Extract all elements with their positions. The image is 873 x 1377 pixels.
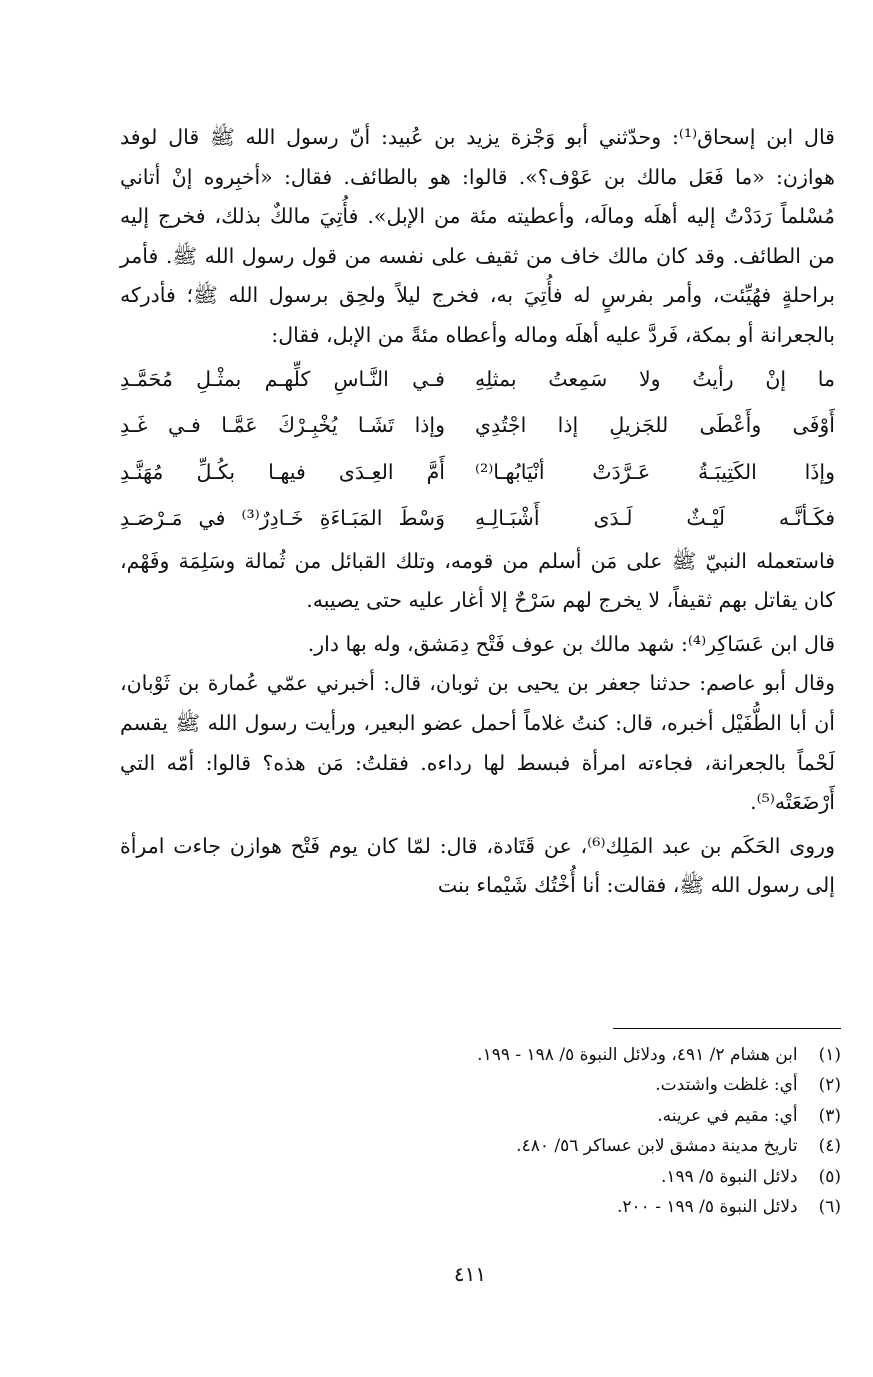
footnote bbox=[300, 1131, 841, 1161]
verse-second-hemistich: أَمَّ العِـدَى فيهـا بكُـلِّ مُهَنَّـدِ bbox=[120, 459, 445, 484]
footnote-text: أي: مقيم في عرينه. bbox=[657, 1105, 798, 1126]
verse-line bbox=[120, 449, 835, 496]
footnote bbox=[300, 1192, 841, 1222]
footnote-text: أي: غلظت واشتدت. bbox=[655, 1075, 798, 1096]
verse-first-hemistich: أَوْفَى وأَعْطَى للجَزيلِ إذا اجْتُدِي bbox=[475, 413, 835, 438]
footnote-number: (٢) bbox=[818, 1075, 841, 1096]
paragraph-abu-asim: وقال أبو عاصم: حدثنا جعفر بن يحيى بن ثوبان، قال: أخبرني عمّي عُمارة بن ثَوْبان، أن أبا الطُّفَيْل أخبره، قال: كنتُ غلاماً أحمل عضو البعير، ورأيت رسول الله ﷺ يقسم لَحْماً بالجعرانة، فجاءته امرأة فبسط لها رداءه. فقلتُ: مَن هذه؟ قالوا: أمّه التي أَرْضَعَتْه⁽⁵⁾. bbox=[120, 671, 835, 815]
verse-second-hemistich: وَسْطَ المَبَـاءَةِ خَـادِرٌ⁽³⁾ في مَـرْصَـدِ bbox=[120, 506, 445, 531]
footnote-text: دلائل النبوة ٥/ ١٩٩. bbox=[660, 1166, 798, 1187]
footnote bbox=[300, 1162, 841, 1192]
page-number: ٤١١ bbox=[453, 1262, 487, 1286]
poem bbox=[120, 356, 835, 542]
footnotes bbox=[300, 1040, 841, 1222]
footnote-number: (٤) bbox=[818, 1136, 841, 1157]
paragraph-appointment: فاستعمله النبيّ ﷺ على مَن أسلم من قومه، وتلك القبائل من ثُمالة وسَلِمَة وفَهْم، كان يقاتل بهم ثقيفاً، لا يخرج لهم سَرْحٌ إلا أغار عليه حتى يصيبه. bbox=[120, 548, 835, 613]
footnote-text: دلائل النبوة ٥/ ١٩٩ - ٢٠٠. bbox=[617, 1197, 798, 1218]
verse-line bbox=[120, 402, 835, 449]
footnote-number: (٦) bbox=[818, 1197, 841, 1218]
footnote bbox=[300, 1101, 841, 1131]
footnote-number: (١) bbox=[818, 1045, 841, 1065]
verse-first-hemistich: ما إنْ رأيتُ ولا سَمِعتُ بمثلِهِ bbox=[475, 366, 835, 391]
footnote-text: تاريخ مدينة دمشق لابن عساكر ٥٦/ ٤٨٠. bbox=[516, 1136, 798, 1157]
footnote-number: (٥) bbox=[818, 1166, 841, 1187]
verse-second-hemistich: وإذا تَشَـا يُخْبِـرْكَ عَمَّـا فـي غَـدِ bbox=[120, 413, 445, 438]
footnote-number: (٣) bbox=[818, 1105, 841, 1126]
footnote-text: ابن هشام ٢/ ٤٩١، ودلائل النبوة ٥/ ١٩٨ - ١٩٩. bbox=[477, 1045, 798, 1065]
footnote-separator bbox=[613, 1028, 841, 1029]
verse-second-hemistich: فـي النَّـاسِ كلِّهـم بمثْـلِ مُحَمَّـدِ bbox=[120, 366, 445, 391]
footnote bbox=[300, 1070, 841, 1100]
verse-first-hemistich: وإذَا الكَتِيبَـةُ عَـرَّدَتْ أنْيَابُهـا⁽²⁾ bbox=[475, 459, 835, 484]
main-text bbox=[120, 118, 835, 906]
paragraph-ibn-asakir: قال ابن عَسَاكِر⁽⁴⁾: شهد مالك بن عوف فَتْح دِمَشق، وله بها دار. bbox=[307, 631, 835, 656]
verse-line bbox=[120, 356, 835, 403]
verse-first-hemistich: فكَـأنَّـه لَيْـثٌ لَـدَى أَشْبَـالِـهِ bbox=[475, 506, 835, 531]
paragraph-al-hakam: وروى الحَكَم بن عبد المَلِك⁽⁶⁾، عن قَتَادة، قال: لمّا كان يوم فَتْح هوازن جاءت امرأة إلى رسول الله ﷺ، فقالت: أنا أُخْتُك شَيْماء بنت bbox=[120, 833, 835, 898]
verse-line bbox=[120, 495, 835, 542]
footnote bbox=[300, 1040, 841, 1070]
paragraph-ibn-ishaq: قال ابن إسحاق⁽¹⁾: وحدّثني أبو وَجْزة يزيد بن عُبيد: أنّ رسول الله ﷺ قال لوفد هوازن: «ما فَعَل مالك بن عَوْف؟». قالوا: هو بالطائف. فقال: «أخبِروه إنْ أتاني مُسْلماً رَدَدْتُ إليه أهلَه ومالَه، وأعطيته مئة من الإبل». فأُتِيَ مالكٌ بذلك، فخرج إليه من الطائف. وقد كان مالك خاف من ثقيف على نفسه من قول رسول الله ﷺ. فأمر براحلةٍ فهُيِّئت، وأمر بفرسٍ له فأُتِيَ به، فخرج ليلاً ولحِق برسول الله ﷺ؛ فأدركه بالجعرانة أو بمكة، فَردَّ عليه أهلَه وماله وأعطاه مئةً من الإبل، فقال: bbox=[120, 125, 835, 347]
